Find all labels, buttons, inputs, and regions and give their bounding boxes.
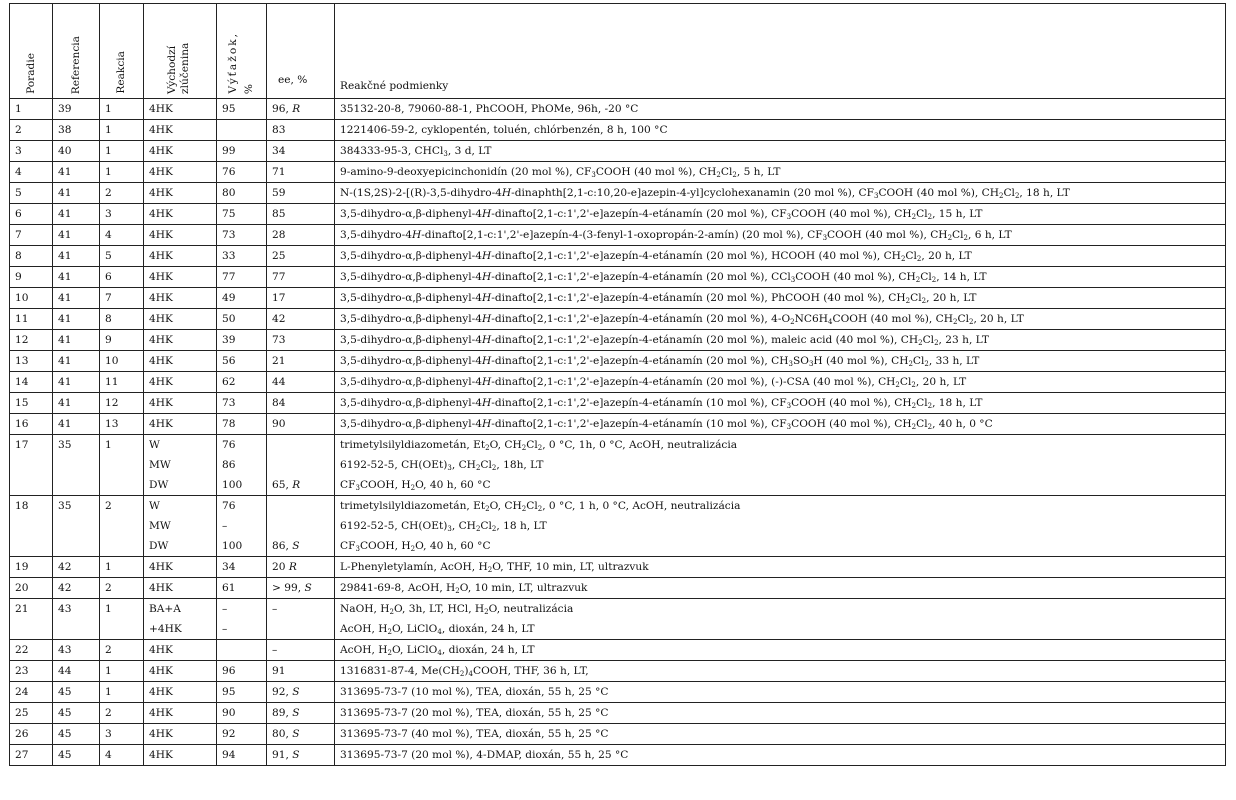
cell-ref: 45: [53, 724, 100, 745]
cell-yield: –: [217, 599, 267, 620]
cell-yield: 56: [217, 351, 267, 372]
cell-cond: AcOH, $H_2O$, LiClO$_4$, dioxán, 24 h, LT: [335, 640, 1226, 661]
cell-yield: 34: [217, 557, 267, 578]
cell-n: 13: [10, 351, 53, 372]
cell-n: 8: [10, 246, 53, 267]
table-row: [10, 536, 1226, 557]
cell-comp: +4HK: [144, 619, 217, 640]
header-poradie-label: Poradie: [24, 53, 37, 94]
cell-ref: 41: [53, 267, 100, 288]
cell-ref: 45: [53, 682, 100, 703]
cell-yield: 96: [217, 661, 267, 682]
table-row: [10, 99, 1226, 120]
cell-ee: 89, S: [267, 703, 335, 724]
cell-comp: 4HK: [144, 204, 217, 225]
cell-ee: 92, S: [267, 682, 335, 703]
table-row: [10, 162, 1226, 183]
cell-n: 25: [10, 703, 53, 724]
cell-ee: 17: [267, 288, 335, 309]
header-podmienky: [335, 4, 1226, 99]
cell-ee: 77: [267, 267, 335, 288]
cell-n: 15: [10, 393, 53, 414]
cell-n: 10: [10, 288, 53, 309]
header-referencia: [53, 4, 100, 99]
cell-r: [100, 619, 144, 640]
cell-comp: 4HK: [144, 393, 217, 414]
cell-ee: 90: [267, 414, 335, 435]
cell-r: [100, 475, 144, 496]
cell-cond: 3,5-dihydro-α,β-diphenyl-4H-dinafto[2,1-c:1',2'-e]azepín-4-etánamín (20 mol %), maleic acid (40 mol %), $CH_2Cl_2$, 23 h, LT: [335, 330, 1226, 351]
table-row: [10, 619, 1226, 640]
cell-comp: 4HK: [144, 225, 217, 246]
cell-comp: W: [144, 435, 217, 456]
table-row: [10, 414, 1226, 435]
header-vychodzi-label: Východzí zlúčenina: [166, 42, 191, 94]
table-row: [10, 246, 1226, 267]
cell-cond: 3,5-dihydro-α,β-diphenyl-4H-dinafto[2,1-c:1',2'-e]azepín-4-etánamín (20 mol %), (-)-CSA (40 mol %), $CH_2Cl_2$, 20 h, LT: [335, 372, 1226, 393]
cell-r: 1: [100, 682, 144, 703]
cell-comp: BA+A: [144, 599, 217, 620]
cell-ref: 41: [53, 372, 100, 393]
cell-n: 23: [10, 661, 53, 682]
cell-yield: –: [217, 619, 267, 640]
reaction-table: [9, 3, 1226, 766]
cell-ee: 73: [267, 330, 335, 351]
cell-yield: 73: [217, 393, 267, 414]
cell-ee: 28: [267, 225, 335, 246]
table-row: [10, 393, 1226, 414]
cell-comp: 4HK: [144, 183, 217, 204]
cell-ref: 35: [53, 496, 100, 517]
cell-cond: 6192-52-5, $CH(OEt)_3$, $CH_2Cl_2$, 18 h, LT: [335, 516, 1226, 536]
table-row: [10, 496, 1226, 517]
cell-yield: [217, 120, 267, 141]
cell-r: 10: [100, 351, 144, 372]
cell-comp: 4HK: [144, 309, 217, 330]
table-row: [10, 309, 1226, 330]
table-row: [10, 351, 1226, 372]
cell-cond: 3,5-dihydro-α,β-diphenyl-4H-dinafto[2,1-c:1',2'-e]azepín-4-etánamín (20 mol %), PhCOOH (40 mol %), $CH_2Cl_2$, 20 h, LT: [335, 288, 1226, 309]
cell-comp: 4HK: [144, 640, 217, 661]
cell-cond: AcOH, $H_2O$, LiClO$_4$, dioxán, 24 h, LT: [335, 619, 1226, 640]
cell-comp: 4HK: [144, 661, 217, 682]
cell-ee: –: [267, 599, 335, 620]
cell-cond: trimetylsilyldiazometán, $Et_2O$, $CH_2Cl_2$, 0 °C, 1h, 0 °C, AcOH, neutralizácia: [335, 435, 1226, 456]
table-row: [10, 640, 1226, 661]
cell-ee: 71: [267, 162, 335, 183]
cell-ee: [267, 619, 335, 640]
cell-r: 6: [100, 267, 144, 288]
table-row: [10, 599, 1226, 620]
cell-comp: 4HK: [144, 99, 217, 120]
cell-ref: 43: [53, 599, 100, 620]
cell-yield: 99: [217, 141, 267, 162]
header-referencia-label: Referencia: [69, 35, 82, 94]
cell-cond: 1221406-59-2, cyklopentén, toluén, chlórbenzén, 8 h, 100 °C: [335, 120, 1226, 141]
cell-cond: trimetylsilyldiazometán, $Et_2O$, $CH_2Cl_2$, 0 °C, 1 h, 0 °C, AcOH, neutralizácia: [335, 496, 1226, 517]
table-row: [10, 475, 1226, 496]
cell-ee: 34: [267, 141, 335, 162]
table-header: [10, 4, 1226, 99]
cell-r: 3: [100, 724, 144, 745]
cell-comp: 4HK: [144, 246, 217, 267]
cell-yield: 49: [217, 288, 267, 309]
cell-ref: [53, 455, 100, 475]
cell-ref: 45: [53, 745, 100, 766]
cell-cond: 3,5-dihydro-α,β-diphenyl-4H-dinafto[2,1-c:1',2'-e]azepín-4-etánamín (10 mol %), $CF_3COOH$ (40 mol %), $CH_2Cl_2$, 40 h, 0 °C: [335, 414, 1226, 435]
cell-n: 24: [10, 682, 53, 703]
cell-yield: 73: [217, 225, 267, 246]
cell-ref: 41: [53, 414, 100, 435]
cell-comp: MW: [144, 455, 217, 475]
table-row: [10, 288, 1226, 309]
cell-n: 18: [10, 496, 53, 517]
cell-r: 12: [100, 393, 144, 414]
table-row: [10, 141, 1226, 162]
cell-comp: 4HK: [144, 141, 217, 162]
table-row: [10, 183, 1226, 204]
cell-n: [10, 475, 53, 496]
table-row: [10, 516, 1226, 536]
cell-ref: 43: [53, 640, 100, 661]
cell-ref: 41: [53, 162, 100, 183]
table-row: [10, 703, 1226, 724]
cell-ref: 41: [53, 351, 100, 372]
cell-r: 1: [100, 435, 144, 456]
header-reakcia: [100, 4, 144, 99]
cell-cond: 29841-69-8, AcOH, $H_2O$, 10 min, LT, ultrazvuk: [335, 578, 1226, 599]
cell-cond: 35132-20-8, 79060-88-1, PhCOOH, PhOMe, 96h, -20 °C: [335, 99, 1226, 120]
cell-r: 2: [100, 496, 144, 517]
cell-ref: 41: [53, 330, 100, 351]
table-row: [10, 557, 1226, 578]
cell-n: 17: [10, 435, 53, 456]
cell-r: 1: [100, 141, 144, 162]
header-vychodzi: [144, 4, 217, 99]
cell-yield: [217, 640, 267, 661]
cell-yield: 100: [217, 536, 267, 557]
cell-yield: 78: [217, 414, 267, 435]
cell-comp: 4HK: [144, 372, 217, 393]
cell-cond: 3,5-dihydro-4H-dinafto[2,1-c:1',2'-e]azepín-4-(3-fenyl-1-oxopropán-2-amín) (20 mol %), $CF_3COOH$ (40 mol %), $CH_2Cl_2$, 6 h, LT: [335, 225, 1226, 246]
table-row: [10, 435, 1226, 456]
cell-comp: DW: [144, 536, 217, 557]
cell-r: 9: [100, 330, 144, 351]
cell-yield: 75: [217, 204, 267, 225]
cell-yield: 76: [217, 496, 267, 517]
cell-ee: 42: [267, 309, 335, 330]
table-row: [10, 455, 1226, 475]
cell-ref: 39: [53, 99, 100, 120]
table-row: [10, 267, 1226, 288]
cell-comp: 4HK: [144, 724, 217, 745]
cell-cond: $CF_3COOH$, $H_2O$, 40 h, 60 °C: [335, 536, 1226, 557]
cell-n: 5: [10, 183, 53, 204]
cell-n: [10, 516, 53, 536]
table-body: [10, 99, 1226, 766]
cell-n: 20: [10, 578, 53, 599]
cell-n: 6: [10, 204, 53, 225]
cell-yield: 39: [217, 330, 267, 351]
cell-ee: [267, 496, 335, 517]
cell-ee: 59: [267, 183, 335, 204]
cell-cond: 6192-52-5, $CH(OEt)_3$, $CH_2Cl_2$, 18h, LT: [335, 455, 1226, 475]
cell-comp: 4HK: [144, 414, 217, 435]
cell-comp: 4HK: [144, 351, 217, 372]
cell-comp: 4HK: [144, 703, 217, 724]
header-podmienky-label: Reakčné podmienky: [340, 80, 449, 92]
cell-yield: 100: [217, 475, 267, 496]
cell-n: 14: [10, 372, 53, 393]
cell-r: [100, 455, 144, 475]
cell-comp: 4HK: [144, 288, 217, 309]
cell-r: 2: [100, 183, 144, 204]
header-vytazok-label: Výťažok,: [227, 32, 239, 94]
cell-n: 3: [10, 141, 53, 162]
cell-n: 21: [10, 599, 53, 620]
cell-ee: 80, S: [267, 724, 335, 745]
cell-n: 27: [10, 745, 53, 766]
cell-ee: 86, S: [267, 536, 335, 557]
cell-ref: 41: [53, 393, 100, 414]
cell-r: 1: [100, 661, 144, 682]
cell-cond: 384333-95-3, CHCl$_3$, 3 d, LT: [335, 141, 1226, 162]
cell-yield: 86: [217, 455, 267, 475]
cell-n: [10, 619, 53, 640]
cell-ref: [53, 536, 100, 557]
cell-ee: 91, S: [267, 745, 335, 766]
cell-yield: 77: [217, 267, 267, 288]
cell-ref: 41: [53, 309, 100, 330]
cell-ee: –: [267, 640, 335, 661]
cell-yield: 95: [217, 682, 267, 703]
cell-yield: 61: [217, 578, 267, 599]
cell-n: 1: [10, 99, 53, 120]
header-ee-label: ee, %: [278, 74, 308, 86]
cell-ee: 91: [267, 661, 335, 682]
header-vytazok-unit: %: [243, 83, 255, 94]
cell-cond: $CF_3COOH$, $H_2O$, 40 h, 60 °C: [335, 475, 1226, 496]
cell-ref: [53, 619, 100, 640]
cell-cond: 3,5-dihydro-α,β-diphenyl-4H-dinafto[2,1-c:1',2'-e]azepín-4-etánamín (10 mol %), $CF_3COOH$ (40 mol %), $CH_2Cl_2$, 18 h, LT: [335, 393, 1226, 414]
cell-cond: 3,5-dihydro-α,β-diphenyl-4H-dinafto[2,1-c:1',2'-e]azepín-4-etánamín (20 mol %), CCl$_3$COOH (40 mol %), $CH_2Cl_2$, 14 h, LT: [335, 267, 1226, 288]
table-row: [10, 578, 1226, 599]
cell-ref: 42: [53, 578, 100, 599]
cell-r: 2: [100, 703, 144, 724]
cell-comp: 4HK: [144, 120, 217, 141]
cell-ref: 42: [53, 557, 100, 578]
header-ee: [267, 4, 335, 99]
header-vytazok: [217, 4, 267, 99]
table-row: [10, 682, 1226, 703]
table-row: [10, 745, 1226, 766]
cell-cond: 313695-73-7 (10 mol %), TEA, dioxán, 55 h, 25 °C: [335, 682, 1226, 703]
cell-r: 7: [100, 288, 144, 309]
cell-ee: 21: [267, 351, 335, 372]
cell-n: 16: [10, 414, 53, 435]
header-poradie: [10, 4, 53, 99]
cell-r: 8: [100, 309, 144, 330]
cell-r: [100, 516, 144, 536]
cell-n: 12: [10, 330, 53, 351]
cell-comp: W: [144, 496, 217, 517]
cell-ref: 41: [53, 183, 100, 204]
cell-n: 4: [10, 162, 53, 183]
cell-n: 2: [10, 120, 53, 141]
cell-r: 1: [100, 162, 144, 183]
cell-ee: [267, 516, 335, 536]
cell-ee: 20 R: [267, 557, 335, 578]
cell-r: 11: [100, 372, 144, 393]
cell-comp: 4HK: [144, 330, 217, 351]
cell-yield: 95: [217, 99, 267, 120]
cell-ref: 35: [53, 435, 100, 456]
cell-ee: 65, R: [267, 475, 335, 496]
cell-r: 4: [100, 225, 144, 246]
cell-ref: [53, 475, 100, 496]
cell-comp: MW: [144, 516, 217, 536]
cell-yield: 76: [217, 162, 267, 183]
cell-ref: [53, 516, 100, 536]
cell-n: 7: [10, 225, 53, 246]
cell-cond: 313695-73-7 (20 mol %), TEA, dioxán, 55 h, 25 °C: [335, 703, 1226, 724]
cell-ref: 40: [53, 141, 100, 162]
cell-comp: 4HK: [144, 745, 217, 766]
cell-yield: 50: [217, 309, 267, 330]
table-row: [10, 120, 1226, 141]
cell-n: [10, 455, 53, 475]
table-row: [10, 661, 1226, 682]
cell-r: 1: [100, 120, 144, 141]
cell-yield: 76: [217, 435, 267, 456]
cell-cond: 3,5-dihydro-α,β-diphenyl-4H-dinafto[2,1-c:1',2'-e]azepín-4-etánamín (20 mol %), HCOOH (40 mol %), $CH_2Cl_2$, 20 h, LT: [335, 246, 1226, 267]
cell-ee: > 99, S: [267, 578, 335, 599]
cell-yield: 94: [217, 745, 267, 766]
cell-comp: 4HK: [144, 578, 217, 599]
cell-cond: 1316831-87-4, $Me(CH_2)_4COOH$, THF, 36 h, LT,: [335, 661, 1226, 682]
table-row: [10, 372, 1226, 393]
cell-yield: 80: [217, 183, 267, 204]
cell-cond: 3,5-dihydro-α,β-diphenyl-4H-dinafto[2,1-c:1',2'-e]azepín-4-etánamín (20 mol %), $4-O_2NC6H_4COOH$ (40 mol %), $CH_2Cl_2$, 20 h, LT: [335, 309, 1226, 330]
cell-r: 1: [100, 557, 144, 578]
cell-cond: 3,5-dihydro-α,β-diphenyl-4H-dinafto[2,1-c:1',2'-e]azepín-4-etánamín (20 mol %), $CH_3SO_3H$ (40 mol %), $CH_2Cl_2$, 33 h, LT: [335, 351, 1226, 372]
cell-cond: 3,5-dihydro-α,β-diphenyl-4H-dinafto[2,1-c:1',2'-e]azepín-4-etánamín (20 mol %), $CF_3COOH$ (40 mol %), $CH_2Cl_2$, 15 h, LT: [335, 204, 1226, 225]
cell-ref: 41: [53, 225, 100, 246]
cell-comp: DW: [144, 475, 217, 496]
cell-n: [10, 536, 53, 557]
cell-yield: –: [217, 516, 267, 536]
cell-cond: L-Phenyletylamín, AcOH, $H_2O$, THF, 10 min, LT, ultrazvuk: [335, 557, 1226, 578]
cell-ee: 44: [267, 372, 335, 393]
table-row: [10, 204, 1226, 225]
table-row: [10, 724, 1226, 745]
cell-n: 22: [10, 640, 53, 661]
cell-ee: 25: [267, 246, 335, 267]
cell-cond: N-(1S,2S)-2-[(R)-3,5-dihydro-4H-dinaphth[2,1-c:10,20-e]azepin-4-yl]cyclohexanamin (20 mol %), $CF_3COOH$ (40 mol %), $CH_2Cl_2$, 18 h, LT: [335, 183, 1226, 204]
cell-ee: [267, 455, 335, 475]
cell-r: 2: [100, 578, 144, 599]
cell-ee: 83: [267, 120, 335, 141]
cell-n: 9: [10, 267, 53, 288]
cell-cond: NaOH, $H_2O$, 3h, LT, HCl, $H_2O$, neutralizácia: [335, 599, 1226, 620]
cell-n: 11: [10, 309, 53, 330]
cell-ref: 41: [53, 246, 100, 267]
cell-r: 1: [100, 599, 144, 620]
cell-ee: 96, R: [267, 99, 335, 120]
cell-r: [100, 536, 144, 557]
header-reakcia-label: Reakcia: [115, 51, 127, 94]
cell-r: 13: [100, 414, 144, 435]
cell-ee: [267, 435, 335, 456]
cell-n: 26: [10, 724, 53, 745]
cell-ref: 44: [53, 661, 100, 682]
cell-ee: 84: [267, 393, 335, 414]
cell-comp: 4HK: [144, 162, 217, 183]
cell-cond: 313695-73-7 (20 mol %), 4-DMAP, dioxán, 55 h, 25 °C: [335, 745, 1226, 766]
cell-ee: 85: [267, 204, 335, 225]
cell-r: 3: [100, 204, 144, 225]
cell-r: 2: [100, 640, 144, 661]
cell-comp: 4HK: [144, 557, 217, 578]
cell-ref: 41: [53, 204, 100, 225]
cell-ref: 38: [53, 120, 100, 141]
cell-r: 5: [100, 246, 144, 267]
cell-yield: 62: [217, 372, 267, 393]
cell-comp: 4HK: [144, 682, 217, 703]
cell-comp: 4HK: [144, 267, 217, 288]
cell-cond: 9-amino-9-deoxyepicinchonidín (20 mol %), $CF_3COOH$ (40 mol %), $CH_2Cl_2$, 5 h, LT: [335, 162, 1226, 183]
cell-ref: 41: [53, 288, 100, 309]
cell-n: 19: [10, 557, 53, 578]
cell-yield: 92: [217, 724, 267, 745]
cell-r: 4: [100, 745, 144, 766]
cell-cond: 313695-73-7 (40 mol %), TEA, dioxán, 55 h, 25 °C: [335, 724, 1226, 745]
cell-yield: 33: [217, 246, 267, 267]
table-row: [10, 330, 1226, 351]
cell-yield: 90: [217, 703, 267, 724]
cell-r: 1: [100, 99, 144, 120]
cell-ref: 45: [53, 703, 100, 724]
table-row: [10, 225, 1226, 246]
